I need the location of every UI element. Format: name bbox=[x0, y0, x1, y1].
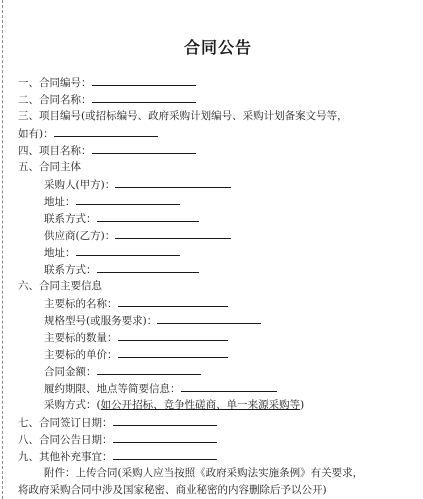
field-procurement-method bbox=[44, 397, 304, 413]
field-label: 七、合同签订日期： bbox=[18, 417, 113, 429]
procurement-method-options: 如公开招标、竞争性磋商、单一来源采购等 bbox=[100, 399, 301, 411]
buyer-contact-blank[interactable] bbox=[97, 210, 199, 222]
field-contract-name bbox=[18, 91, 196, 107]
field-label: 采购人(甲方)： bbox=[44, 179, 116, 191]
section-main-info bbox=[18, 278, 102, 294]
project-number-blank[interactable] bbox=[54, 125, 158, 137]
performance-term-blank[interactable] bbox=[181, 380, 277, 392]
field-label: 供应商(乙方)： bbox=[44, 230, 116, 242]
supplier-blank[interactable] bbox=[115, 227, 231, 239]
field-contract-number bbox=[18, 74, 196, 90]
field-label: 一、合同编号： bbox=[18, 77, 92, 89]
buyer-blank[interactable] bbox=[115, 176, 231, 188]
field-label: 主要标的名称： bbox=[44, 298, 118, 310]
field-label: 主要标的数量： bbox=[44, 332, 118, 344]
attachment-note-line1 bbox=[44, 465, 363, 481]
field-buyer-contact bbox=[44, 210, 199, 226]
attachment-text: 附件：上传合同(采购人应当按照《政府采购法实施条例》有关要求， bbox=[44, 467, 364, 479]
section-heading: 六、合同主要信息 bbox=[18, 280, 102, 292]
field-buyer bbox=[44, 176, 231, 192]
document-title: 合同公告 bbox=[183, 38, 252, 57]
field-label: 采购方式：( bbox=[44, 399, 101, 411]
contract-amount-blank[interactable] bbox=[97, 363, 201, 375]
signing-date-blank[interactable] bbox=[113, 414, 217, 426]
field-quantity bbox=[44, 329, 228, 345]
field-label: 联系方式： bbox=[44, 264, 97, 276]
field-label: 地址： bbox=[44, 196, 76, 208]
field-label-close: ) bbox=[300, 399, 305, 411]
field-label: 联系方式： bbox=[44, 213, 97, 225]
field-label: 四、项目名称： bbox=[18, 145, 92, 157]
field-buyer-address bbox=[44, 193, 180, 209]
quantity-blank[interactable] bbox=[118, 329, 228, 341]
subject-name-blank[interactable] bbox=[118, 295, 228, 307]
field-contract-amount bbox=[44, 363, 201, 379]
field-unit-price bbox=[44, 346, 228, 362]
supplier-contact-blank[interactable] bbox=[97, 261, 199, 273]
field-other-matters bbox=[18, 448, 217, 464]
section-heading: 五、合同主体 bbox=[18, 161, 81, 173]
binding-edge-dashed-line bbox=[2, 0, 3, 499]
field-label: 规格型号(或服务要求)： bbox=[44, 315, 158, 327]
field-spec bbox=[44, 312, 261, 328]
field-supplier bbox=[44, 227, 231, 243]
field-label: 地址： bbox=[44, 247, 76, 259]
field-label: 九、其他补充事宜： bbox=[18, 451, 113, 463]
field-signing-date bbox=[18, 414, 217, 430]
field-project-name bbox=[18, 142, 196, 158]
unit-price-blank[interactable] bbox=[118, 346, 228, 358]
supplier-address-blank[interactable] bbox=[76, 244, 180, 256]
field-supplier-contact bbox=[44, 261, 199, 277]
field-label: 八、合同公告日期： bbox=[18, 434, 113, 446]
other-matters-blank[interactable] bbox=[113, 448, 217, 460]
section-contract-parties bbox=[18, 159, 81, 175]
announcement-date-blank[interactable] bbox=[113, 431, 217, 443]
field-label: 三、项目编号(或招标编号、政府采购计划编号、采购计划备案文号等， bbox=[18, 110, 348, 122]
field-label: 如有)： bbox=[18, 128, 54, 140]
field-performance-term bbox=[44, 380, 277, 396]
field-subject-name bbox=[44, 295, 228, 311]
field-label: 履约期限、地点等简要信息： bbox=[44, 383, 181, 395]
project-name-blank[interactable] bbox=[92, 142, 196, 154]
contract-name-blank[interactable] bbox=[92, 91, 196, 103]
field-label: 二、合同名称： bbox=[18, 94, 92, 106]
field-project-number-line1 bbox=[18, 108, 348, 124]
field-label: 主要标的单价： bbox=[44, 349, 118, 361]
field-label: 合同金额： bbox=[44, 366, 97, 378]
buyer-address-blank[interactable] bbox=[76, 193, 180, 205]
field-project-number-line2 bbox=[18, 125, 158, 141]
field-announcement-date bbox=[18, 431, 217, 447]
contract-number-blank[interactable] bbox=[92, 74, 196, 86]
spec-blank[interactable] bbox=[157, 312, 261, 324]
field-supplier-address bbox=[44, 244, 180, 260]
attachment-note-line2 bbox=[18, 482, 327, 498]
attachment-text: 将政府采购合同中涉及国家秘密、商业秘密的内容删除后予以公开) bbox=[18, 484, 327, 496]
